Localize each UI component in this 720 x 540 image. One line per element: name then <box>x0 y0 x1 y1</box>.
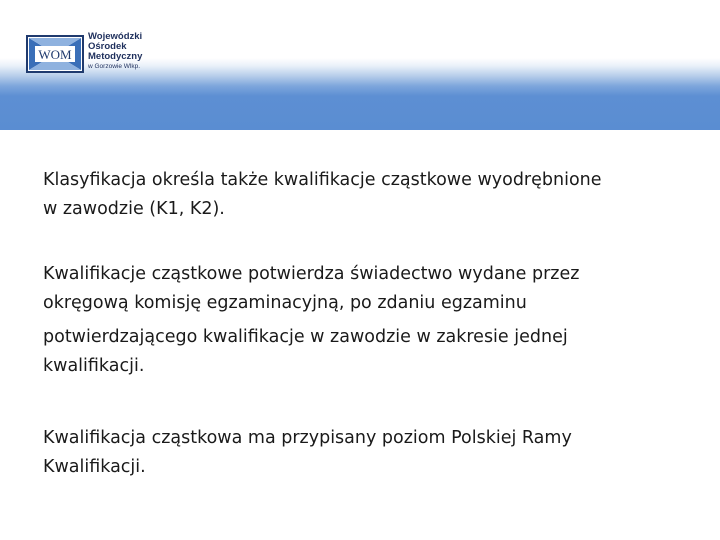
paragraph-2 <box>43 260 683 381</box>
logo-subline: w Gorzowie Wlkp. <box>88 63 141 70</box>
paragraph-1-line-2: w zawodzie (K1, K2). <box>43 199 225 219</box>
wom-logo-mark-icon <box>26 35 84 73</box>
svg-text:WOM: WOM <box>38 47 72 62</box>
paragraph-3 <box>43 424 683 482</box>
logo-line-1: Wojewódzki <box>88 31 143 42</box>
paragraph-1-line-1: Klasyfikacja określa także kwalifikacje cząstkowe wyodrębnione <box>43 170 602 190</box>
paragraph-1 <box>43 166 683 224</box>
logo-line-3: Metodyczny <box>88 51 143 62</box>
paragraph-3-line-2: Kwalifikacji. <box>43 457 146 477</box>
paragraph-2-line-4: kwalifikacji. <box>43 356 145 376</box>
paragraph-2-line-2: okręgową komisję egzaminacyjną, po zdaniu egzaminu <box>43 293 527 313</box>
paragraph-3-line-1: Kwalifikacja cząstkowa ma przypisany poziom Polskiej Ramy <box>43 428 572 448</box>
paragraph-2-line-3: potwierdzającego kwalifikacje w zawodzie w zakresie jednej <box>43 327 568 347</box>
wom-logo-text <box>88 32 164 71</box>
wom-logo <box>26 32 158 78</box>
logo-line-2: Ośrodek <box>88 41 127 52</box>
paragraph-2-line-1: Kwalifikacje cząstkowe potwierdza świadectwo wydane przez <box>43 264 580 284</box>
